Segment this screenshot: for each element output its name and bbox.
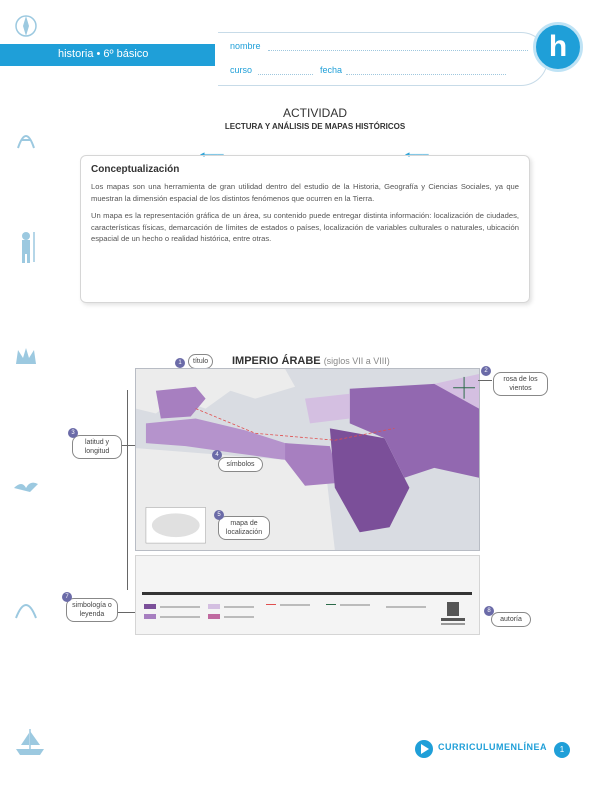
callout-leader	[127, 390, 128, 590]
map-title-main: IMPERIO ÁRABE	[232, 355, 321, 367]
legend-label	[224, 606, 254, 608]
legend-line	[266, 604, 276, 605]
legend-swatch	[208, 604, 220, 609]
arrow-left-icon-2: ◂───	[405, 149, 429, 159]
callout-rosa-vientos: rosa de los vientos	[493, 372, 548, 396]
bird-icon	[12, 470, 40, 504]
student-info-box	[218, 32, 548, 86]
legend-label	[160, 616, 200, 618]
crown-icon	[12, 340, 40, 374]
concept-title: Conceptualización	[91, 164, 180, 175]
callout-number: 8	[484, 606, 494, 616]
callout-leader	[122, 445, 135, 446]
concept-paragraph-1: Los mapas son una herramienta de gran utilidad dentro del estudio de la Historia, Geografía y Ciencias Sociales, ya que muestran la dimensión espacial de los distintos fenómenos que ocurren en la Tierra.	[91, 182, 519, 203]
legend-label	[160, 606, 200, 608]
legend-label	[280, 604, 310, 606]
map-title	[232, 355, 390, 367]
nombre-field[interactable]	[268, 50, 528, 51]
legend-label	[340, 604, 370, 606]
callout-number: 7	[62, 592, 72, 602]
flourish-icon	[12, 590, 40, 624]
legend-label	[386, 606, 426, 608]
legend-label	[224, 616, 254, 618]
nombre-label: nombre	[230, 41, 261, 51]
map-graphic	[136, 369, 479, 550]
legend-swatch	[144, 614, 156, 619]
author-logo	[437, 600, 469, 630]
play-icon	[415, 740, 433, 758]
map-legend	[135, 555, 480, 635]
left-decorative-strip	[0, 0, 50, 800]
legend-swatch	[208, 614, 220, 619]
author-seal-icon	[437, 600, 469, 630]
footer-brand: CURRICULUMENLÍNEA	[438, 742, 547, 752]
callout-number: 2	[481, 366, 491, 376]
callout-simbolos: símbolos	[218, 457, 263, 472]
activity-title: ACTIVIDAD	[282, 106, 347, 120]
page-number: 1	[554, 742, 570, 758]
arrow-left-icon: ◂───	[200, 149, 224, 159]
compass-icon	[12, 10, 40, 44]
callout-simbologia: simbología o leyenda	[66, 598, 118, 622]
concept-box	[80, 155, 530, 303]
callout-leader	[118, 612, 135, 613]
ship-icon	[12, 725, 48, 759]
callout-number: 1	[175, 358, 185, 368]
map-title-sub: (siglos VII a VIII)	[323, 356, 390, 366]
fecha-label: fecha	[320, 65, 343, 75]
subject-label: historia • 6º básico	[58, 48, 149, 60]
leaf-pattern-icon	[12, 120, 40, 154]
callout-number: 4	[212, 450, 222, 460]
activity-subtitle: LECTURA Y ANÁLISIS DE MAPAS HISTÓRICOS	[224, 122, 406, 131]
callout-number: 5	[214, 510, 224, 520]
callout-titulo: título	[188, 354, 213, 369]
legend-swatch	[144, 604, 156, 609]
historia-logo: h	[533, 22, 583, 72]
curso-label: curso	[230, 65, 253, 75]
legend-divider	[142, 592, 472, 595]
empire-map	[135, 368, 480, 551]
callout-autoria: autoría	[491, 612, 531, 627]
legend-line	[326, 604, 336, 605]
soldier-figure-icon	[12, 230, 40, 264]
callout-latitud-longitud: latitud y longitud	[72, 435, 122, 459]
concept-paragraph-2: Un mapa es la representación gráfica de un área, su contenido puede entregar distinta información: localización de ciudades, características físicas, demarcación de límites de estados o países, localización de variables culturales o naturales, ubicación espacial de un hecho o realidad histórica, entre otras.	[91, 211, 519, 243]
curso-field[interactable]	[258, 74, 313, 75]
fecha-field[interactable]	[346, 74, 506, 75]
callout-number: 3	[68, 428, 78, 438]
callout-mapa-localizacion: mapa de localización	[218, 516, 270, 540]
callout-leader	[478, 380, 492, 381]
